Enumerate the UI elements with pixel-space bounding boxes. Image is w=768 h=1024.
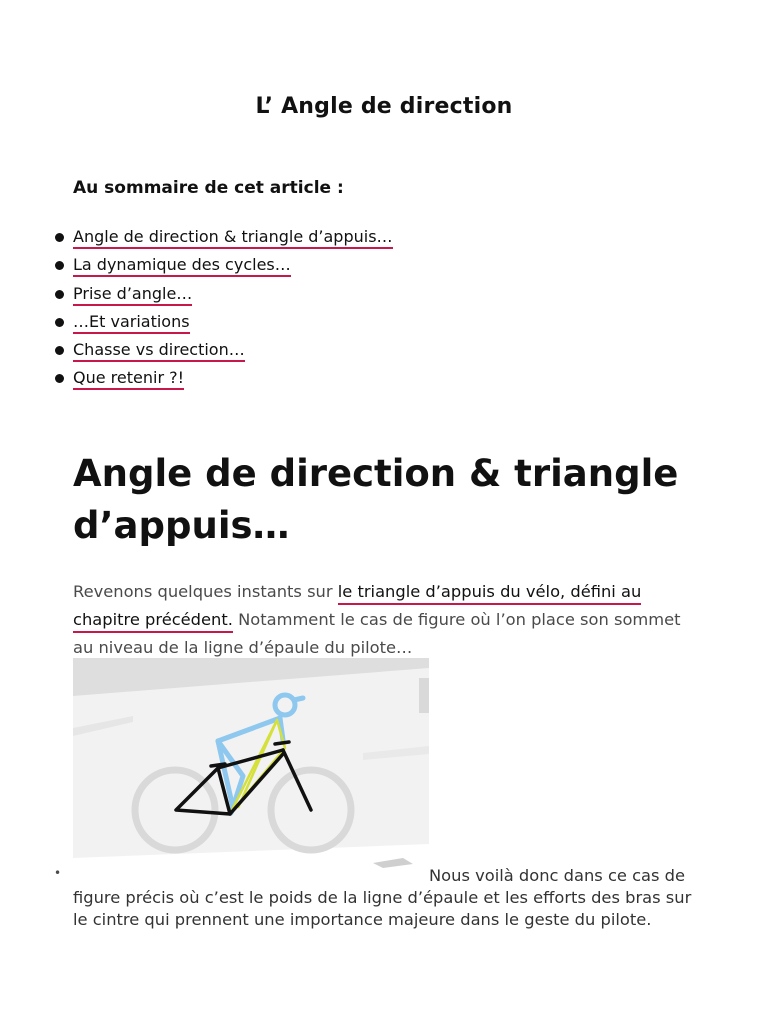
toc-item (73, 337, 393, 365)
toc-link-variations[interactable]: …Et variations (73, 312, 190, 334)
table-of-contents (73, 224, 393, 394)
background-streak (73, 658, 429, 696)
background-streak (419, 678, 429, 713)
bike-rider-drawing (73, 658, 429, 882)
rider-back (218, 718, 280, 741)
toc-item (73, 252, 393, 280)
triangle-appuis-link[interactable]: le triangle d’appuis du vélo, défini au chapitre précédent. (73, 582, 641, 633)
rider-helmet-visor (294, 698, 303, 700)
toc-heading: Au sommaire de cet article : (73, 178, 344, 198)
list-bullet: • (54, 866, 62, 880)
toc-link-angle-direction[interactable]: Angle de direction & triangle d’appuis… (73, 227, 393, 249)
toc-item (73, 309, 393, 337)
bike-rider-illustration (73, 658, 429, 882)
intro-paragraph (73, 578, 693, 662)
toc-link-prise-angle[interactable]: Prise d’angle… (73, 284, 192, 306)
toc-item (73, 365, 393, 393)
figure-caption: Nous voilà donc dans ce cas de figure précis où c’est le poids de la ligne d’épaule et les efforts des bras sur le cintre qui prennent une importance majeure dans le geste du pilote. (73, 866, 692, 929)
toc-item (73, 224, 393, 252)
saddle (211, 764, 225, 766)
intro-text-before: Revenons quelques instants sur (73, 582, 338, 601)
handlebar (275, 742, 289, 744)
intro-text-after: Notamment le cas de figure où l’on place son sommet au niveau de la ligne d’épaule du pilote… (73, 610, 681, 657)
section-title: Angle de direction & triangle d’appuis… (73, 452, 679, 547)
toc-link-chasse-direction[interactable]: Chasse vs direction… (73, 340, 245, 362)
background-streak (73, 716, 133, 736)
rider-head (275, 695, 295, 715)
page-title: L’ Angle de direction (255, 94, 513, 119)
toc-link-dynamique-cycles[interactable]: La dynamique des cycles… (73, 255, 291, 277)
toc-item (73, 281, 393, 309)
toc-link-que-retenir[interactable]: Que retenir ?! (73, 368, 184, 390)
background-streak (363, 746, 429, 760)
rear-triangle (176, 768, 230, 814)
